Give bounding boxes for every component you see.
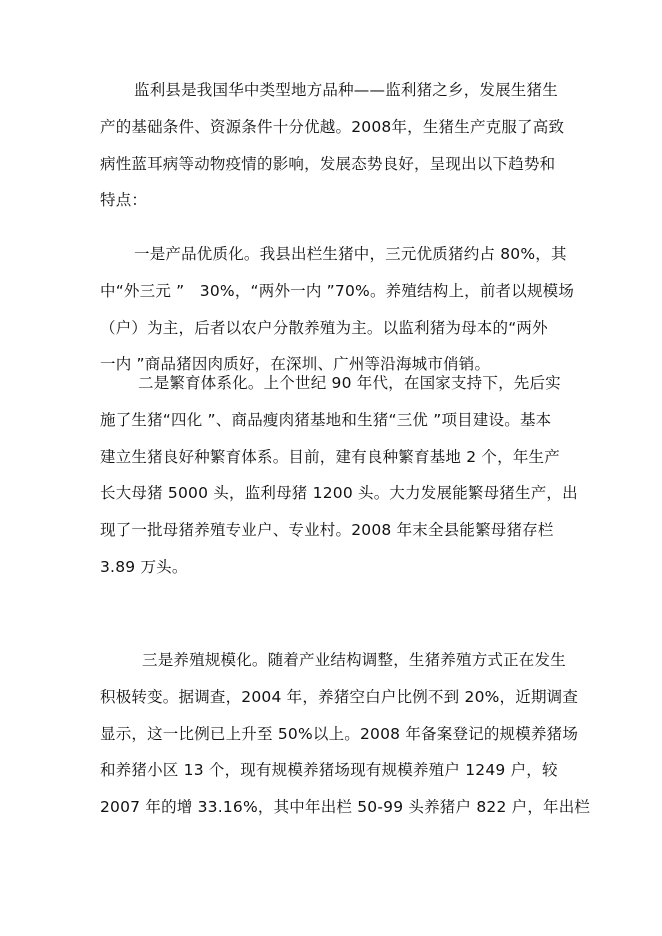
text-line: 显示，这一比例已上升至 50%以上。2008 年备案登记的规模养猪场 [100,724,579,743]
paragraph-product-quality [100,236,575,383]
text-line: 建立生猪良好种繁育体系。目前，建有良种繁育基地 2 个，年生产 [100,447,560,466]
text-line: 一内 ”商品猪因肉质好，在深圳、广州等沿海城市俏销。 [100,355,491,374]
text-line: 三是养殖规模化。随着产业结构调整，生猪养殖方式正在发生 [142,651,566,669]
text-line: 一是产品优质化。我县出栏生猪中，三元优质猪约占 80%，其 [134,245,567,263]
text-line: 3.89 万头。 [100,557,188,576]
text-line: 积极转变。据调查，2004 年，养猪空白户比例不到 20%，近期调查 [100,687,579,706]
text-line: 二是繁育体系化。上个世纪 90 年代，在国家支持下，先后实 [138,374,561,392]
text-line: 和养猪小区 13 个，现有规模养猪场现有规模养殖户 1249 户，较 [100,761,558,780]
text-line: 监利县是我国华中类型地方品种——监利猪之乡，发展生猪生 [134,81,558,99]
text-line: 施了生猪“四化 ”、商品瘦肉猪基地和生猪“三优 ”项目建设。基本 [100,410,552,429]
text-line: 长大母猪 5000 头，监利母猪 1200 头。大力发展能繁母猪生产，出 [100,484,578,503]
paragraph-intro [100,72,565,219]
paragraph-scale-farming [100,642,591,826]
text-line: （户）为主，后者以农户分散养殖为主。以监利猪为母本的“两外 [100,318,548,337]
text-line: 2007 年的增 33.16%，其中年出栏 50-99 头养猪户 822 户，年出栏 [100,798,591,817]
text-line: 病性蓝耳病等动物疫情的影响，发展态势良好，呈现出以下趋势和 [100,154,556,173]
text-line: 现了一批母猪养殖专业户、专业村。2008 年末全县能繁母猪存栏 [100,521,554,540]
text-line: 中“外三元 ” 30%，“两外一内 ”70%。养殖结构上，前者以规模场 [100,281,575,300]
text-line: 特点： [100,191,148,210]
paragraph-breeding-system [100,365,578,586]
text-line: 产的基础条件、资源条件十分优越。2008年，生猪生产克服了高致 [100,117,565,136]
